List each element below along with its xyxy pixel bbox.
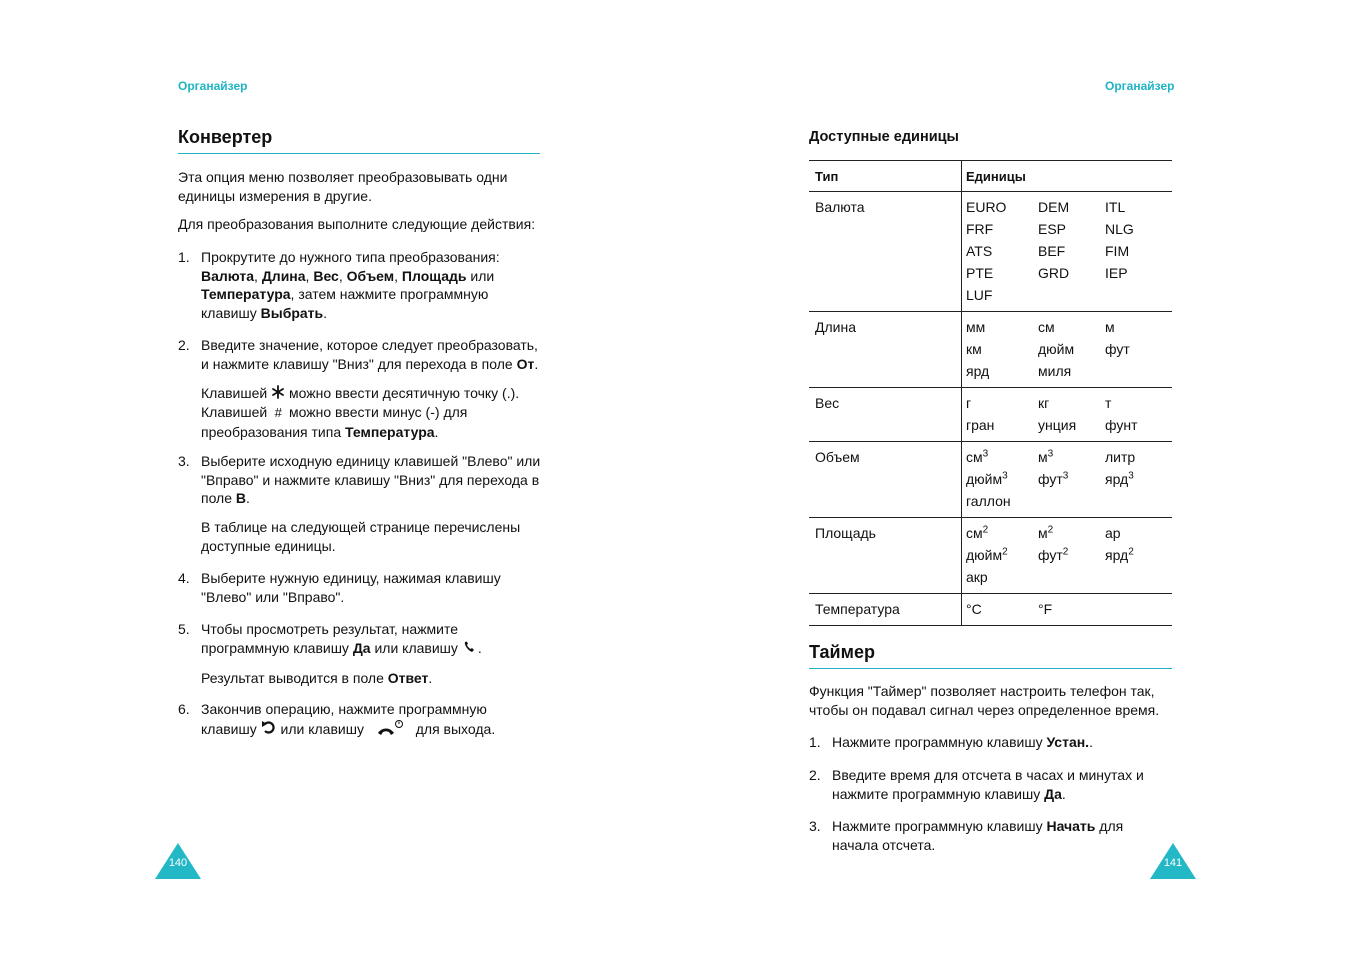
- converter-intro: Эта опция меню позволяет преобразовывать одни единицы измерения в другие.: [178, 169, 508, 204]
- row-type: Объем: [815, 449, 860, 465]
- step-number: 3.: [178, 453, 190, 469]
- step-text: Закончив операцию, нажмите программную клавишу или клавишу для выхода.: [201, 700, 521, 741]
- step-number: 2.: [178, 337, 190, 353]
- units-list: EURO DEM ITL FRF ESP NLG ATS BEF FIM PTE GRD IEP LUF: [966, 199, 1134, 303]
- page-number-left: 140: [155, 843, 201, 879]
- asterisk-key-icon: [271, 385, 285, 404]
- row-type: Длина: [815, 319, 856, 335]
- table-title: Доступные единицы: [809, 129, 959, 145]
- table-row: [809, 442, 1172, 518]
- table-row: [809, 192, 1172, 312]
- units-list: $см^2$ $м^2$ ар дюйм$^2$ фут$^2$ ярд$^2$ акр: [966, 524, 1134, 585]
- step-number: 1.: [809, 734, 821, 750]
- end-call-key-icon: [374, 719, 406, 742]
- step-number: 3.: [809, 818, 821, 834]
- step-text: Выберите нужную единицу, нажимая клавишу "Влево" или "Вправо".: [201, 570, 501, 605]
- left-page-header: Органайзер: [178, 79, 248, 93]
- table-row: [809, 312, 1172, 388]
- step-number: 5.: [178, 621, 190, 637]
- step-text: Введите время для отсчета в часах и минутах и нажмите программную клавишу Да.: [832, 767, 1144, 802]
- col-header-type: Тип: [809, 161, 962, 192]
- units-table: [809, 160, 1172, 626]
- step-text: Прокрутите до нужного типа преобразования: Валюта, Длина, Вес, Объем, Площадь или Температура, затем нажмите программную клавишу Выбрать.: [201, 249, 500, 321]
- table-row: [809, 518, 1172, 594]
- step-2-note: Клавишей можно ввести десятичную точку (.). Клавишей # можно ввести минус (-) для преобразования типа Температура.: [201, 384, 520, 440]
- table-row: [809, 594, 1172, 626]
- step-text: Нажмите программную клавишу Начать для начала отсчета.: [832, 818, 1124, 853]
- units-list: г кг т гран унция фунт: [966, 395, 1138, 433]
- step-5-note: Результат выводится в поле Ответ.: [201, 669, 433, 686]
- row-type: Вес: [815, 395, 840, 411]
- step-number: 6.: [178, 701, 190, 717]
- right-page-header: Органайзер: [1105, 79, 1175, 93]
- step-number: 4.: [178, 570, 190, 586]
- page-number-right: 141: [1150, 843, 1196, 879]
- step-text: Выберите исходную единицу клавишей "Влево" или "Вправо" и нажмите клавишу "Вниз" для перехода в поле В. В таблице на следующей странице перечислены доступные единицы.: [201, 453, 541, 554]
- table-header-row: [809, 161, 1172, 192]
- step-3-note: В таблице на следующей странице перечислены доступные единицы.: [201, 519, 521, 554]
- col-header-units: Единицы: [966, 168, 1026, 184]
- converter-lead: Для преобразования выполните следующие действия:: [178, 216, 536, 232]
- converter-title: Конвертер: [178, 127, 540, 154]
- hash-key-icon: #: [274, 405, 282, 421]
- units-list: мм см м км дюйм фут ярд миля: [966, 319, 1130, 379]
- call-key-icon: [462, 640, 478, 659]
- row-type: Валюта: [815, 199, 865, 215]
- step-number: 2.: [809, 767, 821, 783]
- timer-title: Таймер: [809, 642, 1172, 669]
- row-type: Температура: [815, 601, 900, 617]
- step-text: Чтобы просмотреть результат, нажмите программную клавишу Да или клавишу . Результат выводится в поле Ответ.: [201, 620, 511, 687]
- back-key-icon: [261, 720, 277, 740]
- step-text: Введите значение, которое следует преобразовать, и нажмите клавишу "Вниз" для перехода в поле От. Клавишей можно ввести десятичную точку (.). Клавишей # можно ввести минус (-) для преобразования типа Температура.: [201, 336, 541, 441]
- table-row: [809, 388, 1172, 442]
- units-list: $см^3$ $м^3$ литр дюйм$^3$ фут$^3$ ярд$^3$ галлон: [966, 448, 1136, 509]
- timer-intro: Функция "Таймер" позволяет настроить телефон так, чтобы он подавал сигнал через определенное время.: [809, 683, 1160, 718]
- units-list: °C °F: [966, 601, 1053, 617]
- step-text: Нажмите программную клавишу Устан..: [832, 734, 1093, 750]
- row-type: Площадь: [815, 525, 876, 541]
- step-number: 1.: [178, 249, 190, 265]
